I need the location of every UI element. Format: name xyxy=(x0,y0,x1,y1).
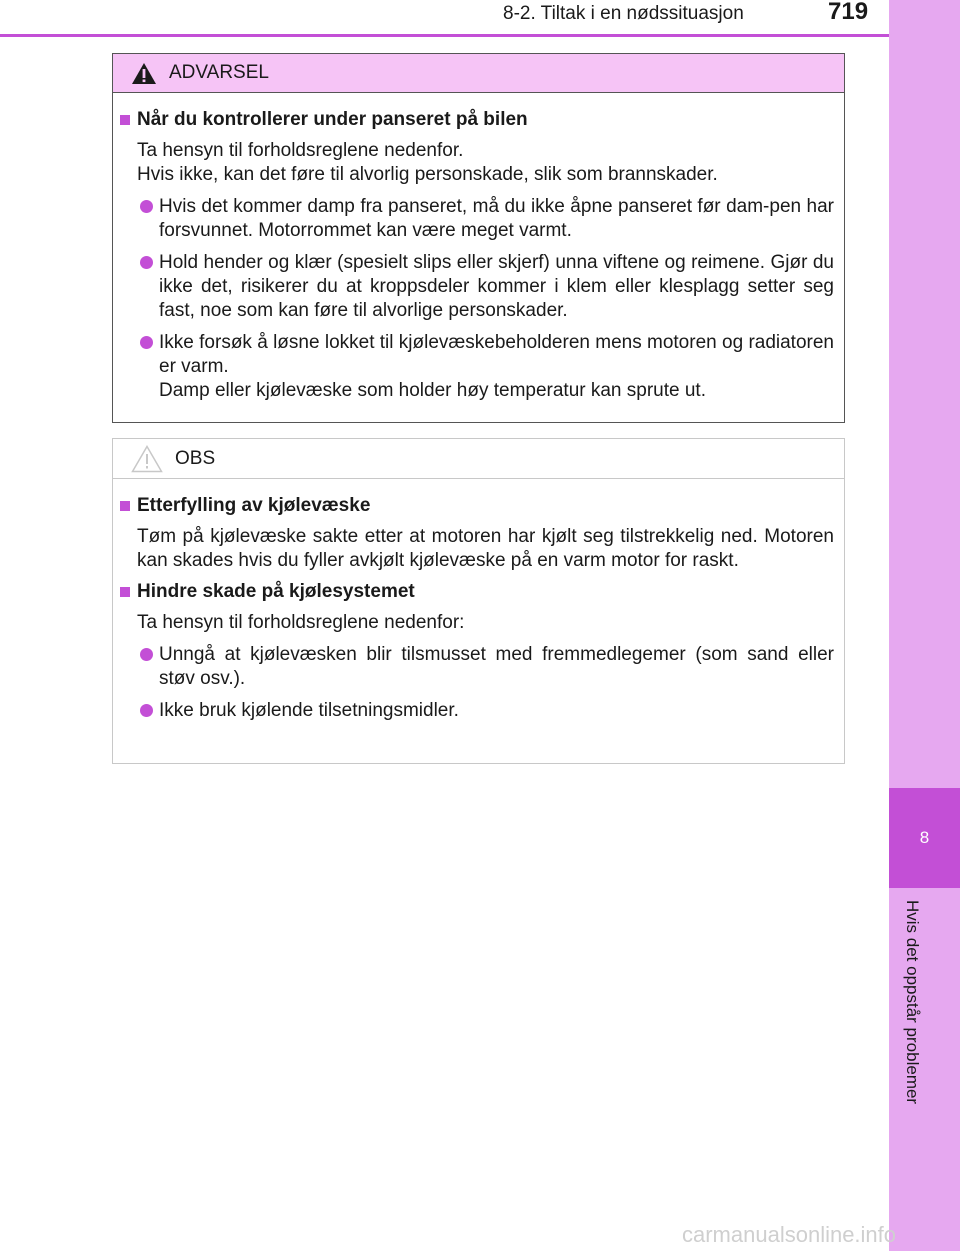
notice-section-title xyxy=(120,495,834,517)
warning-bullet xyxy=(140,195,834,243)
header-divider xyxy=(0,34,889,37)
chapter-number-tab: 8 xyxy=(889,788,960,888)
notice-box-header xyxy=(113,439,844,479)
warning-bullet xyxy=(140,331,834,403)
page-number: 719 xyxy=(828,0,869,25)
notice-bullet xyxy=(140,699,834,723)
notice-bullet xyxy=(140,643,834,691)
warning-box-title: ADVARSEL xyxy=(169,62,269,83)
round-bullet-icon xyxy=(140,256,153,269)
notice-section-title-text: Hindre skade på kjølesystemet xyxy=(137,581,415,602)
warning-paragraph: Ta hensyn til forholdsreglene nedenfor. xyxy=(137,140,464,161)
warning-triangle-icon xyxy=(131,62,157,85)
notice-box-body xyxy=(113,479,844,723)
caution-triangle-icon xyxy=(131,445,163,473)
round-bullet-icon xyxy=(140,704,153,717)
round-bullet-icon xyxy=(140,336,153,349)
warning-bullet-text: Hold hender og klær (spesielt slips eller skjerf) unna viftene og reimene. Gjør du ikke det, risikerer du at kroppsdeler kommer i klem eller klesplagg setter seg fast, noe som kan føre til alvorlige personskader. xyxy=(159,252,834,321)
warning-bullet-text-group xyxy=(159,331,834,403)
square-bullet-icon xyxy=(120,587,130,597)
notice-paragraph: Tøm på kjølevæske sakte etter at motoren har kjølt seg tilstrekkelig ned. Motoren kan skades hvis du fyller avkjølt kjølevæske på en varm motor for raskt. xyxy=(137,526,834,571)
warning-box-header xyxy=(113,54,844,93)
warning-section-title-text: Når du kontrollerer under panseret på bilen xyxy=(137,109,528,130)
notice-section-title xyxy=(120,581,834,603)
chapter-label: Hvis det oppstår problemer xyxy=(903,900,922,1105)
notice-box xyxy=(112,438,845,764)
warning-section-title xyxy=(120,109,834,131)
warning-bullet-text: Ikke forsøk å løsne lokket til kjølevæskebeholderen mens motoren og radiatoren er varm. xyxy=(159,332,834,377)
page-header-title: 8-2. Tiltak i en nødssituasjon xyxy=(503,3,744,24)
watermark: carmanualsonline.info xyxy=(682,1222,897,1247)
notice-paragraph: Ta hensyn til forholdsreglene nedenfor: xyxy=(137,612,465,633)
warning-paragraph: Hvis ikke, kan det føre til alvorlig personskade, slik som brannskader. xyxy=(137,164,718,185)
notice-box-title: OBS xyxy=(175,447,216,469)
square-bullet-icon xyxy=(120,501,130,511)
notice-bullet-text: Ikke bruk kjølende tilsetningsmidler. xyxy=(159,700,459,721)
round-bullet-icon xyxy=(140,200,153,213)
round-bullet-icon xyxy=(140,648,153,661)
warning-box-body xyxy=(113,93,844,403)
notice-bullet-text: Unngå at kjølevæsken blir tilsmusset med fremmedlegemer (som sand eller støv osv.). xyxy=(159,644,834,689)
square-bullet-icon xyxy=(120,115,130,125)
warning-box xyxy=(112,53,845,423)
warning-bullet-text: Hvis det kommer damp fra panseret, må du ikke åpne panseret før dam-pen har forsvunnet. Motorrommet kan være meget varmt. xyxy=(159,196,834,241)
notice-section-title-text: Etterfylling av kjølevæske xyxy=(137,495,371,516)
warning-bullet-text: Damp eller kjølevæske som holder høy temperatur kan sprute ut. xyxy=(159,380,706,401)
warning-bullet xyxy=(140,251,834,323)
